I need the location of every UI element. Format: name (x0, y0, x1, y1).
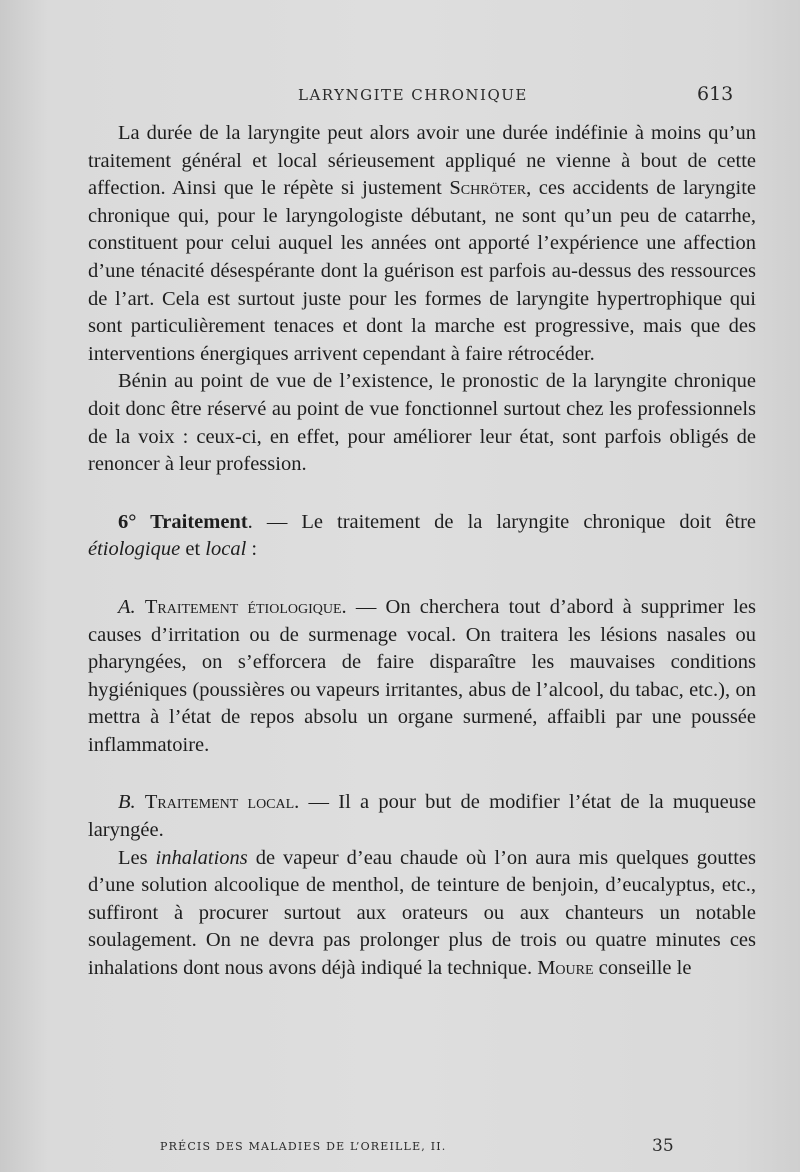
subsection-heading-local: Traitement local. (144, 791, 300, 814)
paragraph-duration: La durée de la laryngite peut alors avoir une durée indéfinie à moins qu’un traitement général et local sérieusement appliqué ne vienne à bout de cette affection. Ainsi que le répète si justement Schröter, ces accidents de laryngite chronique qui, pour le laryngologiste débutant, ne sont qu’un peu de catarrhe, constituent pour celui auquel les années ont apporté l’expérience une affection d’une ténacité désespérante dont la guérison est parfois au-dessus des ressources de l’art. Cela est surtout juste pour les formes de laryngite hypertrophique qui sont particulièrement tenaces et dont la marche est progressive, mais que des interventions énergiques arrivent cependant à faire rétrocéder. (88, 122, 757, 365)
paragraph-inhalations: Les inhalations de vapeur d’eau chaude où l’on aura mis quelques gouttes d’une solution alcoolique de menthol, de teinture de benjoin, d’eucalyptus, etc., suffiront à procurer surtout aux orateurs ou aux chanteurs un notable soulagement. On ne devra pas prolonger plus de trois ou quatre minutes ces inhalations dont nous avons déjà indiqué la technique. Moure conseille le (88, 846, 757, 980)
subsection-local: B. Traitement local. — Il a pour but de modifier l’état de la muqueuse laryngée. (88, 791, 757, 842)
subsection-etiological: A. Traitement étiologique. — On cherchera tout d’abord à supprimer les causes d’irritation ou de surmenage vocal. On traitera les lésions nasales ou pharyngées, on s’efforcera de faire disparaître les mauvaises conditions hygiéniques (poussières ou vapeurs irritantes, abus de l’alcool, du tabac, etc.), on mettra à l’état de repos absolu un organe surmené, affaibli par une poussée inflammatoire. (88, 595, 757, 756)
page-footer (0, 1136, 800, 1162)
subsection-heading-etiological: Traitement étiologique. (144, 595, 347, 618)
page-header (0, 83, 800, 110)
section-heading: 6° Traitement (118, 510, 248, 533)
footer-book-title: PRÉCIS DES MALADIES DE L’OREILLE, II. (160, 1140, 447, 1153)
signature-mark: 35 (652, 1136, 674, 1156)
paragraph-prognosis: Bénin au point de vue de l’existence, le pronostic de la laryngite chronique doit donc être réservé au point de vue fonctionnel surtout chez les professionnels de la voix : ceux-ci, en effet, pour améliorer leur état, sont parfois obligés de renoncer à leur profession. (88, 370, 756, 476)
running-title: LARYNGITE CHRONIQUE (298, 86, 528, 104)
page-number: 613 (697, 83, 734, 105)
section-treatment: 6° Traitement. — Le traitement de la laryngite chronique doit être étiologique et local : (88, 510, 756, 561)
page-body (88, 120, 756, 983)
author-moure: Moure (537, 957, 594, 980)
author-schroter: Schröter (449, 177, 527, 200)
